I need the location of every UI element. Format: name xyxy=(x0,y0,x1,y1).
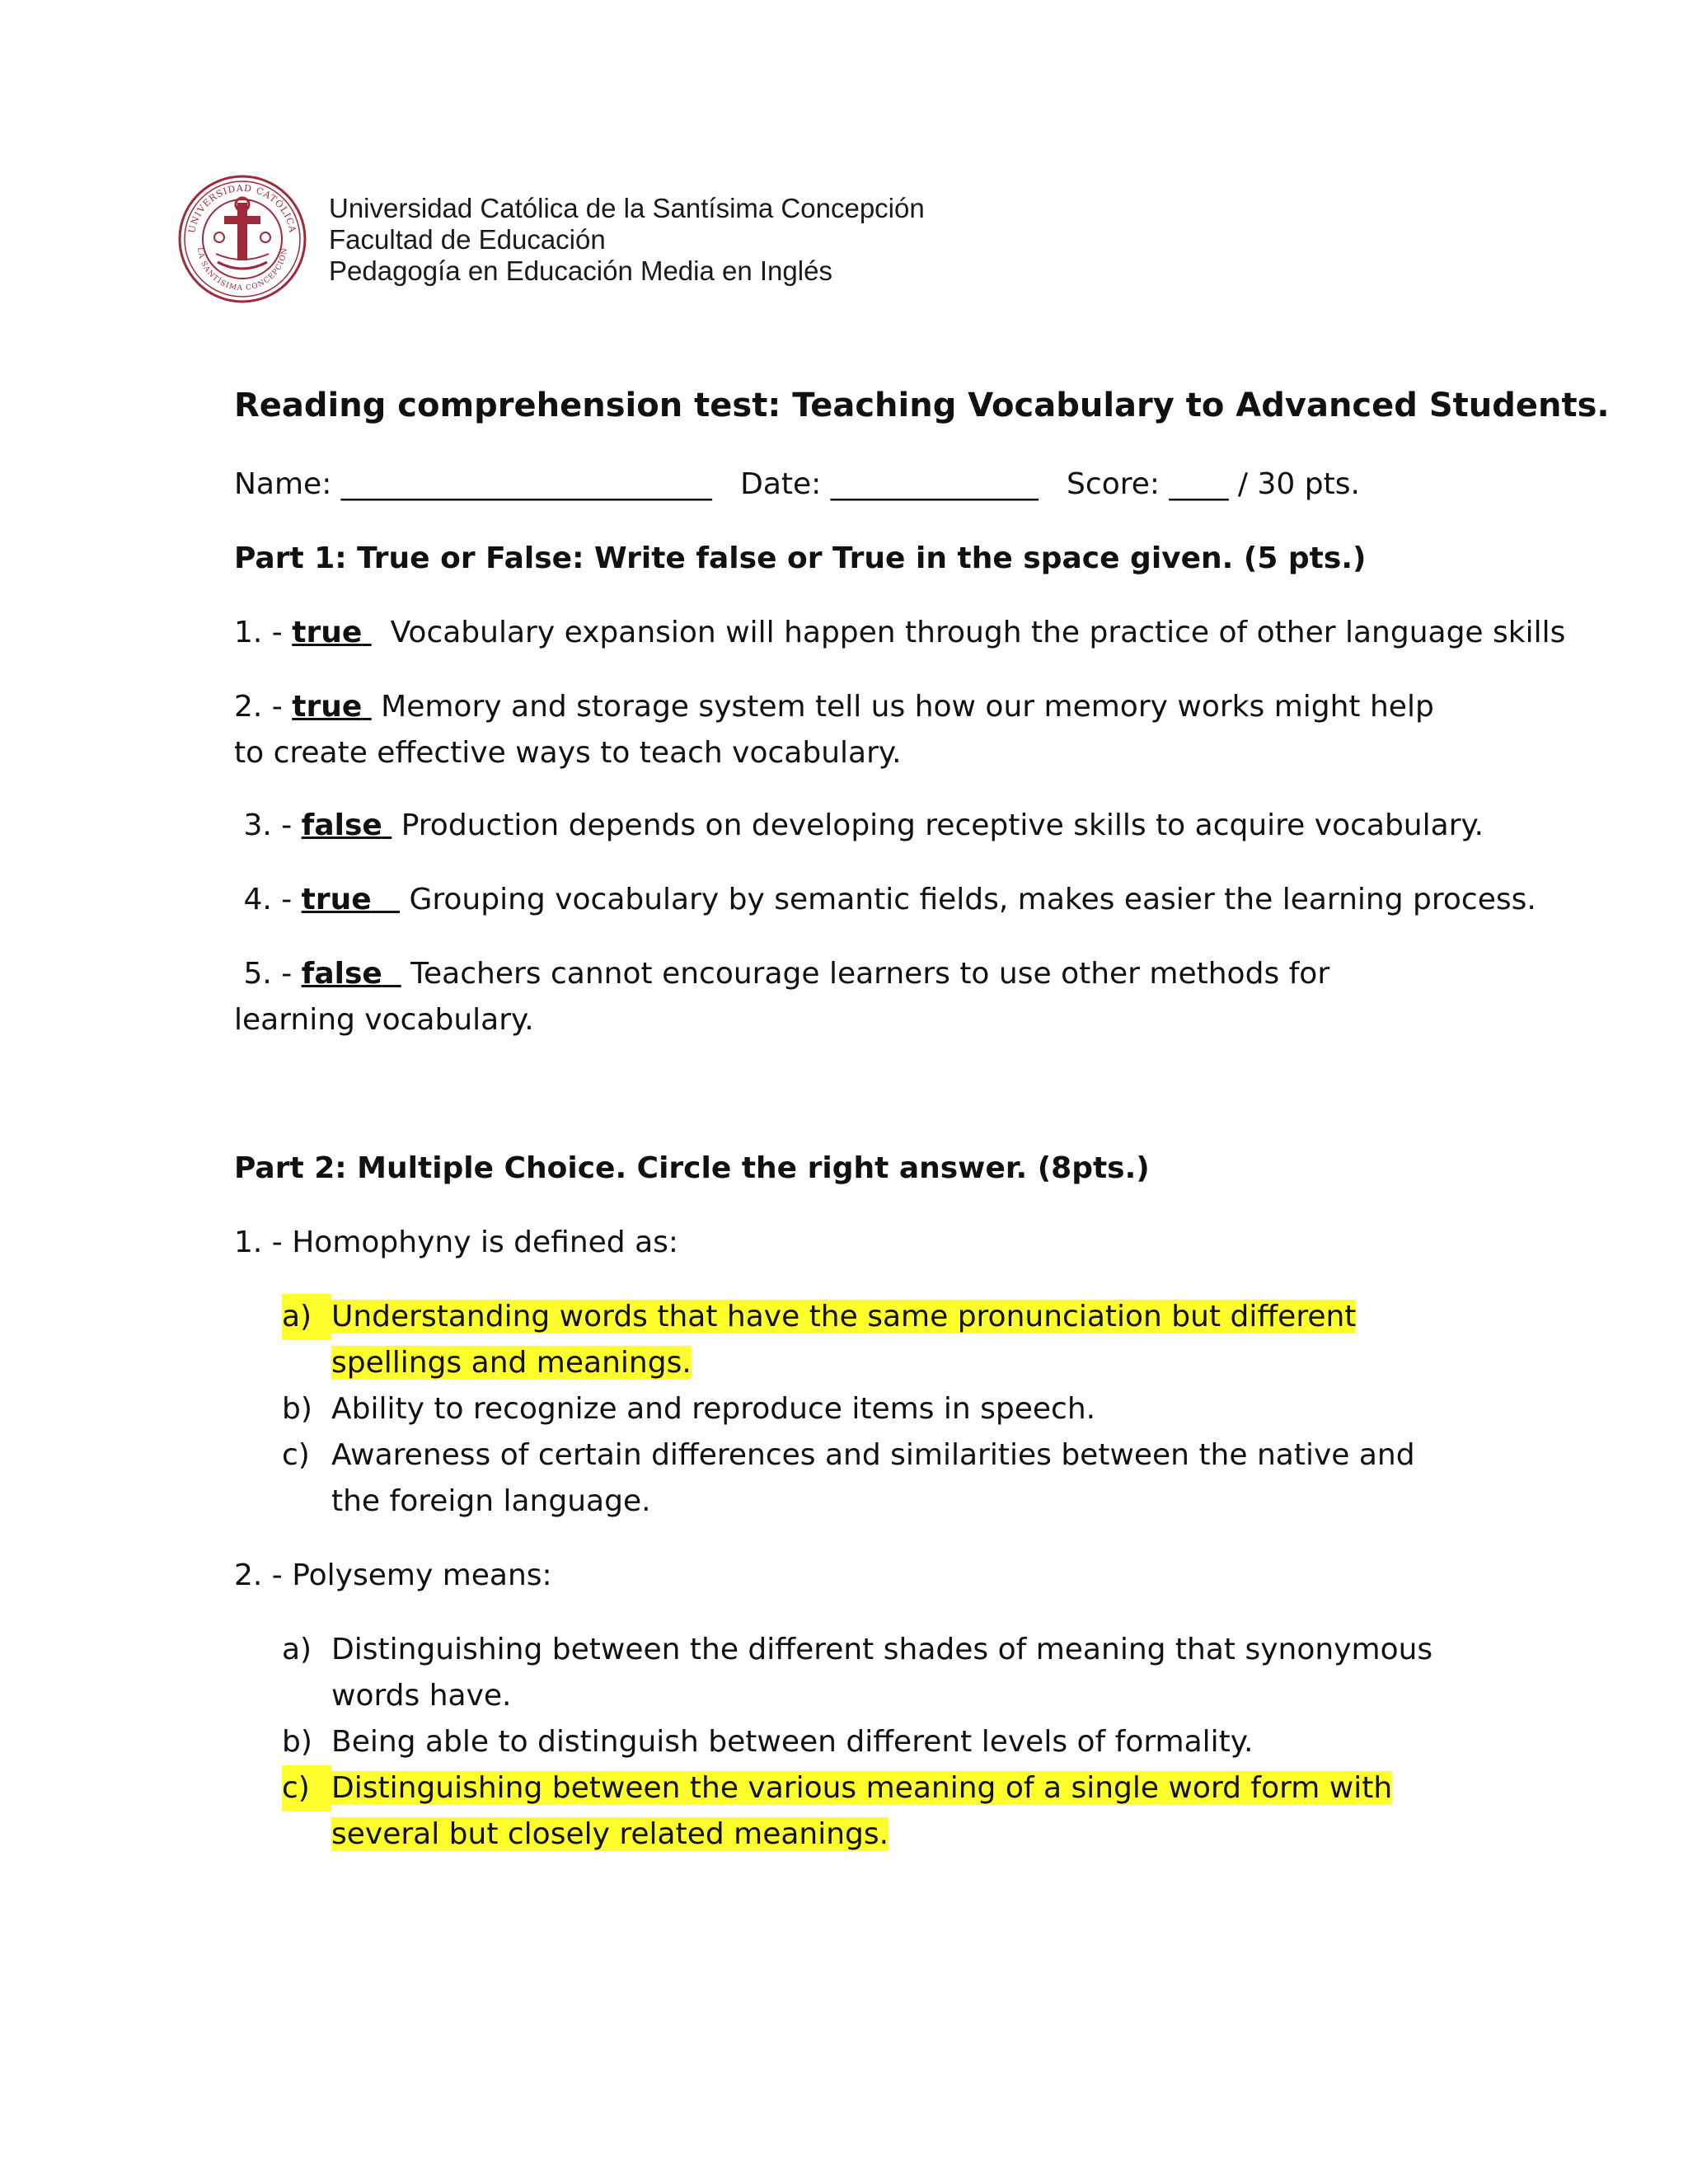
tf-item-2: 2. - true Memory and storage system tell us how our memory works might help to create effective ways to teach vocabulary. xyxy=(234,690,1434,770)
mc-question-2-stem: 2. - Polysemy means: xyxy=(234,1558,552,1592)
mc-q1-option-a[interactable] xyxy=(282,1294,1446,1386)
student-info-line: Name: _________________________ Date: ______________ Score: ____ / 30 pts. xyxy=(234,467,1360,501)
part2-heading: Part 2: Multiple Choice. Circle the right answer. (8pts.) xyxy=(234,1151,1150,1185)
seal-bottom-text: LA SANTÍSIMA CONCEPCIÓN xyxy=(195,246,290,293)
tf-statement: Vocabulary expansion will happen through the practice of other language skills xyxy=(390,616,1566,649)
option-letter: c) xyxy=(282,1765,331,1811)
tf-statement: Grouping vocabulary by semantic fields, makes easier the learning process. xyxy=(409,883,1536,916)
option-text: Understanding words that have the same pronunciation but different spellings and meanings. xyxy=(331,1300,1357,1380)
tf-answer: true xyxy=(292,616,363,649)
option-text: Distinguishing between the different shades of meaning that synonymous words have. xyxy=(331,1633,1433,1713)
tf-answer: false xyxy=(301,957,382,991)
option-text: Distinguishing between the various meaning of a single word form with several but closely related meanings. xyxy=(331,1771,1393,1851)
university-name: Universidad Católica de la Santísima Concepción xyxy=(329,193,925,223)
option-letter: c) xyxy=(282,1438,310,1472)
faculty-name: Facultad de Educación xyxy=(329,224,606,255)
option-letter: a) xyxy=(282,1633,312,1666)
option-text: Awareness of certain differences and similarities between the native and the foreign language. xyxy=(331,1438,1415,1518)
program-name: Pedagogía en Educación Media en Inglés xyxy=(329,255,832,286)
option-text: Ability to recognize and reproduce items in speech. xyxy=(331,1392,1096,1426)
mc-q1-option-b[interactable] xyxy=(282,1386,1446,1432)
page-title: Reading comprehension test: Teaching Vocabulary to Advanced Students. xyxy=(234,387,1610,424)
option-letter: b) xyxy=(282,1392,312,1426)
mc-question-1-stem: 1. - Homophyny is defined as: xyxy=(234,1226,679,1259)
option-letter: b) xyxy=(282,1725,312,1759)
option-letter: a) xyxy=(282,1294,331,1340)
tf-item-4: 4. - true Grouping vocabulary by semantic fields, makes easier the learning process. xyxy=(234,883,1536,916)
university-seal-icon xyxy=(176,173,308,305)
tf-answer: true xyxy=(301,883,372,916)
tf-answer: false xyxy=(301,808,382,842)
document-header xyxy=(176,173,1165,313)
part1-heading: Part 1: True or False: Write false or True in the space given. (5 pts.) xyxy=(234,541,1367,575)
tf-statement: Teachers cannot encourage learners to use other methods for learning vocabulary. xyxy=(234,957,1330,1037)
mc-q2-option-b[interactable] xyxy=(282,1719,1446,1765)
mc-q1-option-c[interactable] xyxy=(282,1432,1446,1525)
seal-top-text: UNIVERSIDAD CATÓLICA xyxy=(186,182,298,235)
mc-q2-option-a[interactable] xyxy=(282,1627,1446,1719)
tf-item-1: 1. - true Vocabulary expansion will happen through the practice of other language skills xyxy=(234,616,1566,649)
option-text: Being able to distinguish between different levels of formality. xyxy=(331,1725,1254,1759)
tf-statement: Memory and storage system tell us how our memory works might help to create effective ways to teach vocabulary. xyxy=(234,690,1434,770)
tf-answer: true xyxy=(292,690,363,724)
tf-statement: Production depends on developing receptive skills to acquire vocabulary. xyxy=(401,808,1484,842)
tf-item-5: 5. - false Teachers cannot encourage learners to use other methods for learning vocabulary. xyxy=(234,957,1330,1037)
institution-lines xyxy=(329,193,925,287)
mc-q2-option-c[interactable] xyxy=(282,1765,1446,1858)
tf-item-3: 3. - false Production depends on developing receptive skills to acquire vocabulary. xyxy=(234,808,1484,842)
